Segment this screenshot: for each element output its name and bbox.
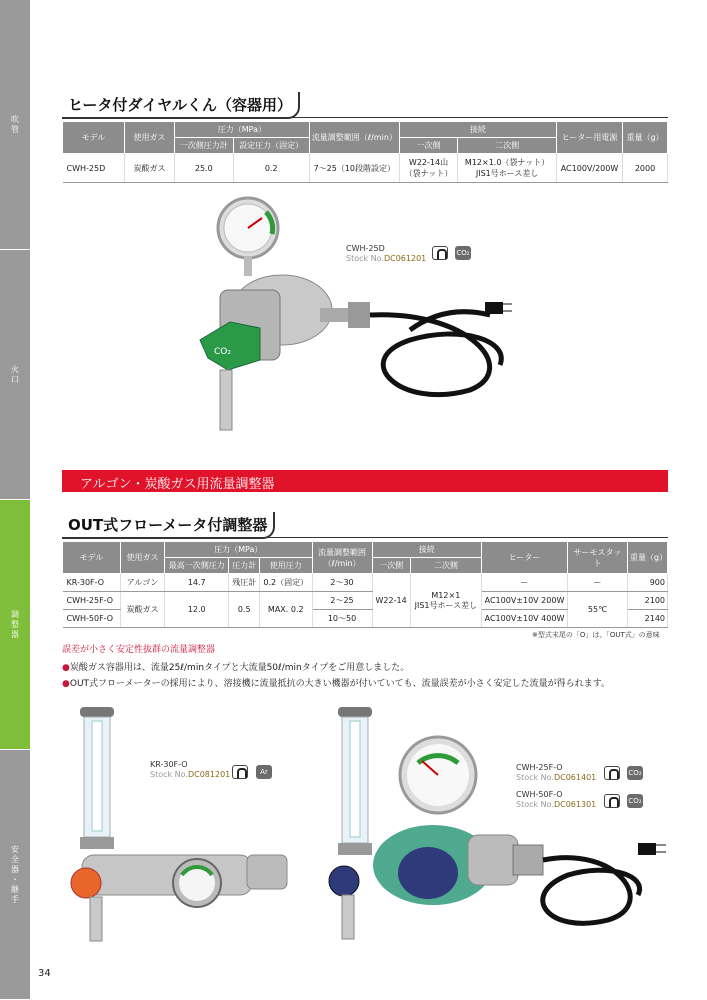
th-p2: 設定圧力（固定） bbox=[233, 138, 309, 154]
cell-p1: 14.7 bbox=[165, 574, 229, 592]
bullet-dot-icon: ● bbox=[62, 679, 70, 689]
th-p1: 最高一次側圧力 bbox=[165, 558, 229, 574]
side-tabs bbox=[0, 0, 30, 1000]
section2-rule bbox=[62, 537, 668, 538]
section2-subtitle: 誤差が小さく安定性抜群の流量調整器 bbox=[62, 645, 216, 655]
cell-gas: 炭酸ガス bbox=[125, 154, 175, 183]
th-p1: 一次側圧力計 bbox=[175, 138, 234, 154]
th-conn: 接続 bbox=[372, 542, 481, 558]
side-tab-label: 吹管 bbox=[10, 114, 20, 135]
side-tab-blowpipe[interactable] bbox=[0, 0, 30, 250]
cell-model: KR-30F-O bbox=[63, 574, 121, 592]
table-row bbox=[63, 574, 668, 592]
table-footnote: ※型式末尾の「O」は、「OUT式」の意味 bbox=[532, 631, 660, 639]
product-model: CWH-25D bbox=[346, 244, 385, 253]
side-tab-label: 調整器 bbox=[10, 609, 20, 640]
cell-thermo: 55℃ bbox=[568, 592, 628, 628]
cell-gas: 炭酸ガス bbox=[121, 592, 165, 628]
bullet-item bbox=[62, 660, 409, 673]
bullet-text: 炭酸ガス容器用は、流量25ℓ/minタイプと大流量50ℓ/minタイプをご用意しました。 bbox=[69, 663, 410, 673]
cell-heater: AC100V/200W bbox=[557, 154, 623, 183]
cell-c1-line1: W22-14山 bbox=[408, 158, 449, 167]
bullet-dot-icon: ● bbox=[62, 663, 70, 673]
th-weight: 重量（g） bbox=[628, 542, 668, 574]
cell-c2-line1: M12×1 bbox=[431, 590, 461, 600]
stock-prefix: Stock No. bbox=[516, 773, 554, 782]
product-label-kr-30f-o bbox=[150, 760, 230, 780]
cell-thermo: ー bbox=[568, 574, 628, 592]
kr-30f-o-photo bbox=[62, 705, 302, 945]
section2-spec-table bbox=[62, 541, 668, 628]
section1-rule bbox=[62, 117, 668, 118]
product-label-cwh-25f-o bbox=[516, 763, 596, 783]
cell-p1: 12.0 bbox=[165, 592, 229, 628]
svg-text:CO₂: CO₂ bbox=[214, 347, 231, 357]
ar-badge-icon: Ar bbox=[256, 765, 272, 779]
side-tab-regulator[interactable] bbox=[0, 500, 30, 750]
side-tab-label: 火口 bbox=[10, 364, 20, 385]
co2-badge-icon: CO₂ bbox=[627, 794, 643, 808]
th-p2: 圧力計 bbox=[229, 558, 260, 574]
product-stock bbox=[516, 800, 596, 810]
cell-model: CWH-50F-O bbox=[63, 610, 121, 628]
th-c2: 二次側 bbox=[458, 138, 557, 154]
cell-p2: 0.2 bbox=[233, 154, 309, 183]
th-model: モデル bbox=[63, 122, 125, 154]
cell-heater: AC100V±10V 400W bbox=[482, 610, 568, 628]
cell-p3: MAX. 0.2 bbox=[260, 592, 313, 628]
bullet-text: OUT式フローメーターの採用により、溶接機に流量抵抗の大きい機器が付いていても、流量誤差が小さく安定した流量が得られます。 bbox=[69, 679, 610, 689]
th-c1: 一次側 bbox=[372, 558, 410, 574]
stock-no: DC081201 bbox=[187, 770, 231, 779]
cell-p2: 0.5 bbox=[229, 592, 260, 628]
th-p3: 使用圧力 bbox=[260, 558, 313, 574]
stock-no: DC061401 bbox=[553, 773, 597, 782]
co2-badge-icon: CO₂ bbox=[627, 766, 643, 780]
th-weight: 重量（g） bbox=[623, 122, 668, 154]
cell-c2-line1: M12×1.0（袋ナット） bbox=[464, 158, 550, 167]
cell-weight: 2000 bbox=[623, 154, 668, 183]
cell-weight: 900 bbox=[628, 574, 668, 592]
product-model: CWH-25F-O bbox=[516, 763, 563, 772]
bullet-item bbox=[62, 676, 610, 689]
product-stock bbox=[150, 770, 230, 780]
stock-prefix: Stock No. bbox=[346, 254, 384, 263]
cell-flow: 2〜30 bbox=[312, 574, 372, 592]
stock-no: DC061201 bbox=[383, 254, 427, 263]
th-conn: 接続 bbox=[399, 122, 556, 138]
stock-prefix: Stock No. bbox=[150, 770, 188, 779]
table-row bbox=[63, 154, 668, 183]
cell-p2: 残圧計 bbox=[229, 574, 260, 592]
hose-fitting-icon bbox=[604, 794, 620, 808]
banner-text: アルゴン・炭酸ガス用流量調整器 bbox=[80, 477, 275, 492]
cell-heater: AC100V±10V 200W bbox=[482, 592, 568, 610]
cell-c2-line2: JIS1号ホース差し bbox=[475, 169, 539, 178]
th-flow: 流量調整範囲（ℓ/min） bbox=[309, 122, 399, 154]
th-heater: ヒーター bbox=[482, 542, 568, 574]
cell-flow: 7〜25（10段階設定） bbox=[309, 154, 399, 183]
stock-no: DC061301 bbox=[553, 800, 597, 809]
cell-flow: 10〜50 bbox=[312, 610, 372, 628]
product-label-cwh-50f-o bbox=[516, 790, 596, 810]
product-model: KR-30F-O bbox=[150, 760, 188, 769]
th-heater: ヒーター用電源 bbox=[557, 122, 623, 154]
product-stock bbox=[516, 773, 596, 783]
cell-c1-line2: （袋ナット） bbox=[404, 169, 453, 178]
cwh-25d-photo bbox=[170, 190, 530, 450]
hose-fitting-icon bbox=[604, 766, 620, 780]
cell-weight: 2100 bbox=[628, 592, 668, 610]
th-flow bbox=[312, 542, 372, 574]
cell-c1 bbox=[399, 154, 457, 183]
th-flow-line1: 流量調整範囲 bbox=[318, 547, 367, 557]
th-pressure: 圧力（MPa） bbox=[175, 122, 310, 138]
th-model: モデル bbox=[63, 542, 121, 574]
side-tab-safety[interactable] bbox=[0, 750, 30, 1000]
table-row bbox=[63, 592, 668, 610]
hose-fitting-icon bbox=[232, 765, 248, 779]
section1-spec-table bbox=[62, 121, 668, 183]
co2-badge-icon: CO₂ bbox=[455, 246, 471, 260]
cell-c1: W22-14 bbox=[372, 574, 410, 628]
product-stock bbox=[346, 254, 426, 264]
product-label-cwh-25d bbox=[346, 244, 426, 264]
cwh-f-o-photo bbox=[318, 705, 678, 955]
cell-p1: 25.0 bbox=[175, 154, 234, 183]
cell-heater: ー bbox=[482, 574, 568, 592]
cell-model: CWH-25F-O bbox=[63, 592, 121, 610]
stock-prefix: Stock No. bbox=[516, 800, 554, 809]
cell-model: CWH-25D bbox=[63, 154, 125, 183]
cell-weight: 2140 bbox=[628, 610, 668, 628]
th-pressure: 圧力（MPa） bbox=[165, 542, 313, 558]
th-c2: 二次側 bbox=[410, 558, 481, 574]
cell-p3: 0.2（固定） bbox=[260, 574, 313, 592]
section2-title: OUT式フローメータ付調整器 bbox=[62, 512, 275, 539]
section1-title: ヒータ付ダイヤルくん（容器用） bbox=[62, 92, 300, 119]
side-tab-tip[interactable] bbox=[0, 250, 30, 500]
page-number: 34 bbox=[38, 968, 51, 979]
cell-c2 bbox=[410, 574, 481, 628]
cell-c2 bbox=[458, 154, 557, 183]
th-gas: 使用ガス bbox=[125, 122, 175, 154]
th-c1: 一次側 bbox=[399, 138, 457, 154]
side-tab-label: 安全器・継手 bbox=[10, 844, 20, 905]
section-banner bbox=[62, 470, 668, 492]
th-gas: 使用ガス bbox=[121, 542, 165, 574]
cell-flow: 2〜25 bbox=[312, 592, 372, 610]
product-model: CWH-50F-O bbox=[516, 790, 563, 799]
th-flow-line2: （ℓ/min） bbox=[323, 558, 361, 568]
th-thermo: サーモスタット bbox=[568, 542, 628, 574]
cell-c2-line2: JIS1号ホース差し bbox=[414, 600, 478, 610]
cell-gas: アルゴン bbox=[121, 574, 165, 592]
hose-fitting-icon bbox=[432, 246, 448, 260]
